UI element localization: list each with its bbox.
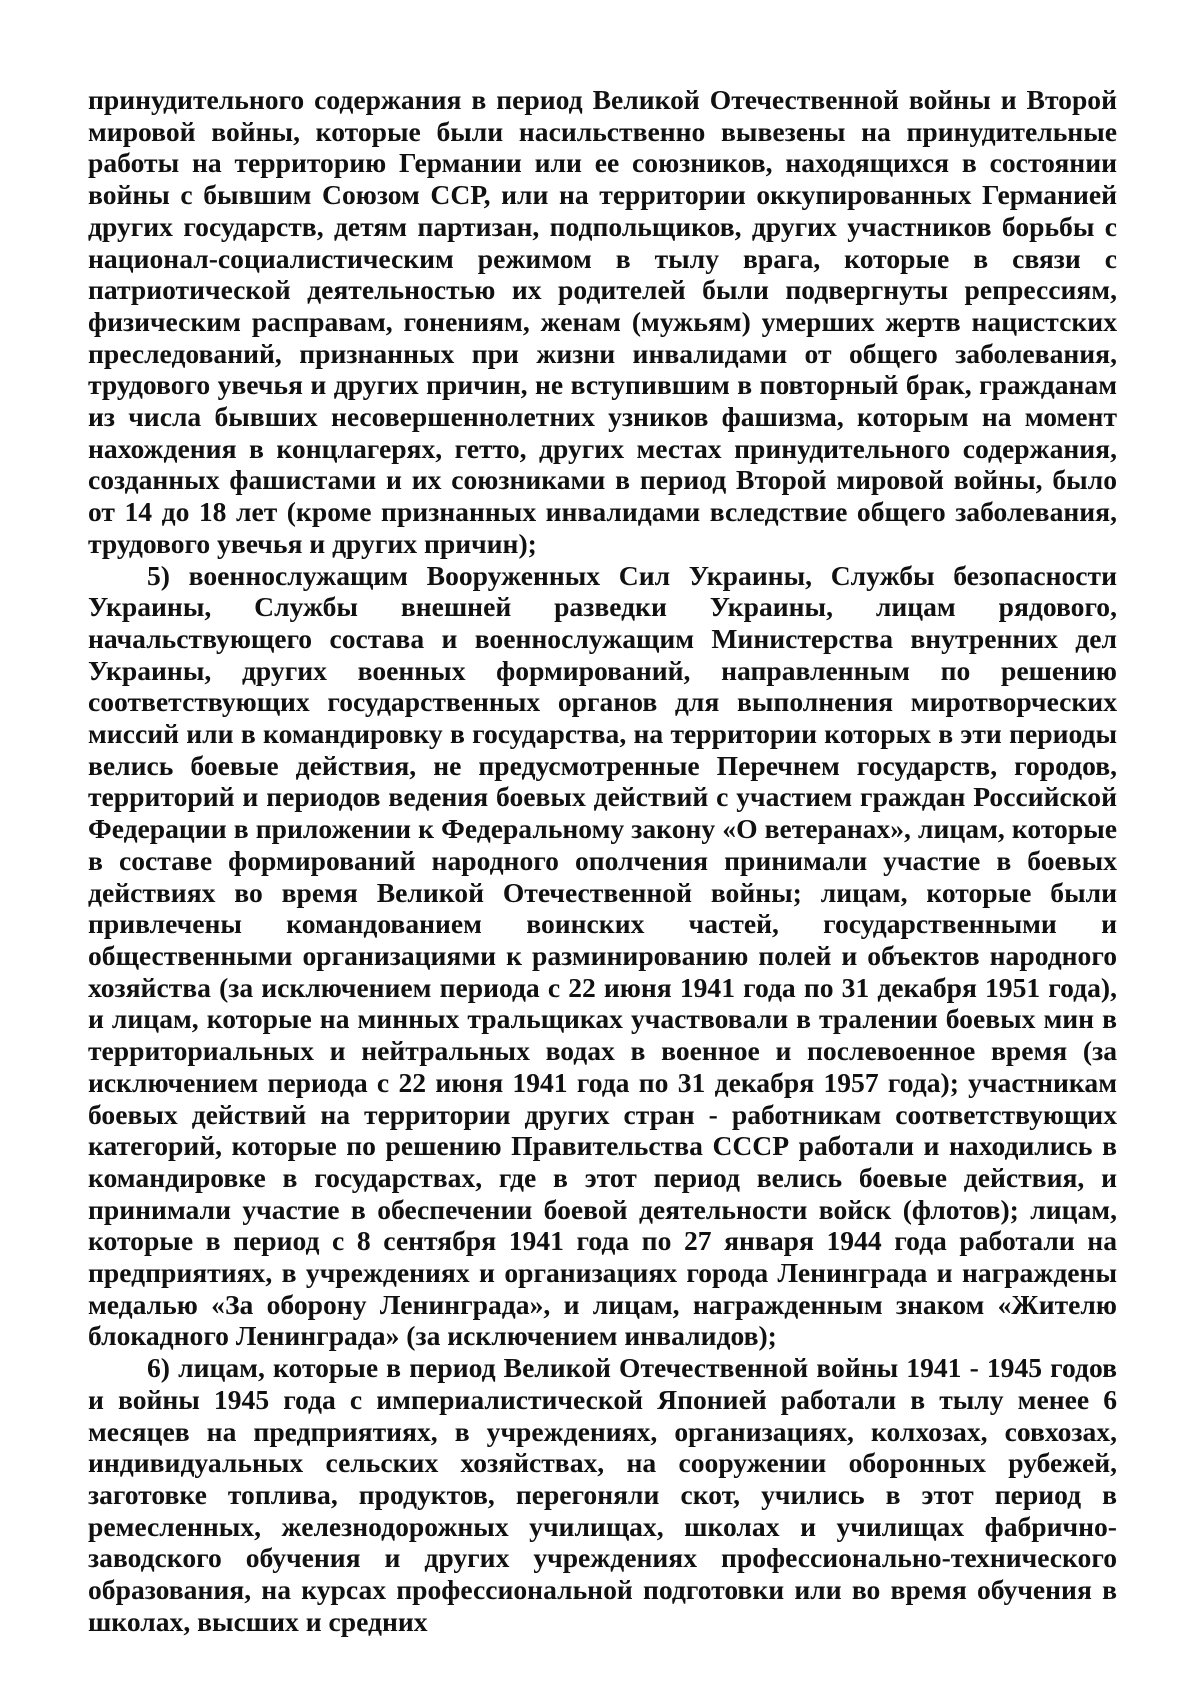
paragraph-continuation: принудительного содержания в период Великой Отечественной войны и Второй мировой войны, которые были насильственно вывезены на принудительные работы на территорию Германии или ее союзников, находящихся в состоянии войны с бывшим Союзом ССР, или на территории оккупированных Германией других государств, детям партизан, подпольщиков, других участников борьбы с национал-социалистическим режимом в тылу врага, которые в связи с патриотической деятельностью их родителей были подвергнуты репрессиям, физическим расправам, гонениям, женам (мужьям) умерших жертв нацистских преследований, признанных при жизни инвалидами от общего заболевания, трудового увечья и других причин, не вступившим в повторный брак, гражданам из числа бывших несовершеннолетних узников фашизма, которым на момент нахождения в концлагерях, гетто, других местах принудительного содержания, созданных фашистами и их союзниками в период Второй мировой войны, было от 14 до 18 лет (кроме признанных инвалидами вследствие общего заболевания, трудового увечья и других причин); <box>88 84 1117 559</box>
paragraph-item-6: 6) лицам, которые в период Великой Отечественной войны 1941 - 1945 годов и войны 1945 года с империалистической Японией работали в тылу менее 6 месяцев на предприятиях, в учреждениях, организациях, колхозах, совхозах, индивидуальных сельских хозяйствах, на сооружении оборонных рубежей, заготовке топлива, продуктов, перегоняли скот, учились в этот период в ремесленных, железнодорожных училищах, школах и училищах фабрично-заводского обучения и других учреждениях профессионально-технического образования, на курсах профессиональной подготовки или во время обучения в школах, высших и средних <box>88 1352 1117 1637</box>
document-page <box>88 84 1117 1637</box>
paragraph-item-5: 5) военнослужащим Вооруженных Сил Украины, Службы безопасности Украины, Службы внешней разведки Украины, лицам рядового, начальствующего состава и военнослужащим Министерства внутренних дел Украины, других военных формирований, направленным по решению соответствующих государственных органов для выполнения миротворческих миссий или в командировку в государства, на территории которых в эти периоды велись боевые действия, не предусмотренные Перечнем государств, городов, территорий и периодов ведения боевых действий с участием граждан Российской Федерации в приложении к Федеральному закону «О ветеранах», лицам, которые в составе формирований народного ополчения принимали участие в боевых действиях во время Великой Отечественной войны; лицам, которые были привлечены командованием воинских частей, государственными и общественными организациями к разминированию полей и объектов народного хозяйства (за исключением периода с 22 июня 1941 года по 31 декабря 1951 года), и лицам, которые на минных тральщиках участвовали в тралении боевых мин в территориальных и нейтральных водах в военное и послевоенное время (за исключением периода с 22 июня 1941 года по 31 декабря 1957 года); участникам боевых действий на территории других стран - работникам соответствующих категорий, которые по решению Правительства СССР работали и находились в командировке в государствах, где в этот период велись боевые действия, и принимали участие в обеспечении боевой деятельности войск (флотов); лицам, которые в период с 8 сентября 1941 года по 27 января 1944 года работали на предприятиях, в учреждениях и организациях города Ленинграда и награждены медалью «За оборону Ленинграда», и лицам, награжденным знаком «Жителю блокадного Ленинграда» (за исключением инвалидов); <box>88 559 1117 1352</box>
